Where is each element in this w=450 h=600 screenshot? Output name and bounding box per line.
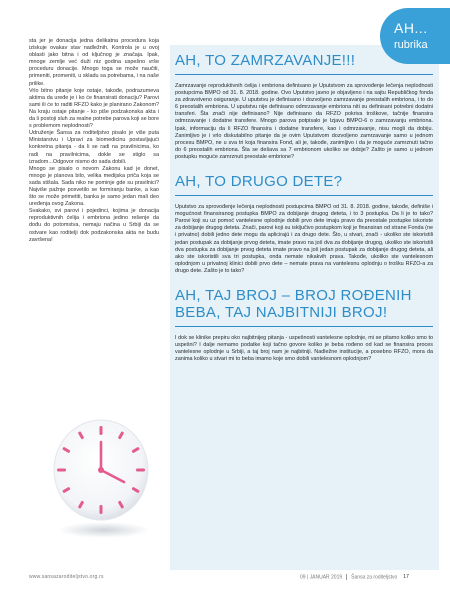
left-paragraph-4: Mnogo se pisalo o novom Zakonu kad je donet, mnogo je planova bilo, velika medijska priča koja se sada stišala. Sada niko ne pominje gde su pravilnici? Najviše pažnje posvetilo se formiranju banke, a kao što se može primetiti, banka je samo jedan mali deo uređenja ovog Zakona.: [29, 165, 159, 208]
left-paragraph-5: Svakako, svi parovi i pojedinci, kojima je donacija reproduktivnih ćelija i embriona jedino rešenje da dođu do potomstva, nemaju načina u Srbiji da se ostvare kao roditelji dok podzakonska akta ne budu završena!: [29, 208, 159, 243]
article: [175, 52, 433, 363]
footer-issue: 09 | JANUAR 2019: [300, 574, 343, 581]
section-body-freezing: Zamrzavanje reproduktivnih ćelija i embriona definisano je Uputstvom za sprovođenje lečenja neplodnosti postupcima BMPO od 31. 8. 2018. godine. Ovo Uputstvo javno je objavljeno i na sajtu Republičkog fonda za zdravstveno osiguranje. U uputstvu je definisano i dozvoljeno zamrzavanje preostalih embriona, i to do 6 preostalih embriona. U uputstvu nije definisano odmrzavanje embriona niti su definisani potrebni dodatni transferi. Šta znači nije definisano? Nije definisano da RFZO pokriva troškove, tačnije finansira odmrzavanje i dodatne transfere. Mnogo parova potpisalo je Izjavu BMPO-6 o zamrzavanju embriona. Ipak, informaciju da li RFZO finansira i dodatne transfere, kao i odmrzavanje, nisu mogli da dobiju. Zanimljivo je i vrlo diskutabilno pitanje da je ovim Uputstvom dozvoljeno zamrzavanje samo u jednom procesu BMPO, ne u sva tri koja finansira Fond, ali je, takođe, zanimljivo i da je moguće zamrznuti tačno do 6 preostalih embriona. Šta se dešava sa 7 embrionom ukoliko se dobije? Zašto je samo u jednom postupku moguće zamrznuti preostale embrione?: [175, 83, 433, 160]
clock-illustration: [52, 372, 150, 557]
rubric-title: AH...: [394, 20, 428, 36]
section-heading-second-child: AH, TO DRUGO DETE?: [175, 173, 343, 191]
footer-website: www.sansazaroditeljstvo.org.rs: [29, 574, 104, 580]
footer-magazine: Šansa za roditeljstvo: [351, 574, 398, 581]
footer-separator: [346, 574, 347, 580]
section-heading-birth-count: AH, TAJ BROJ – BROJ ROĐENIH BEBA, TAJ NAJBITNIJI BROJ!: [175, 286, 412, 321]
heading-divider: [175, 326, 433, 327]
heading-divider: [175, 74, 433, 75]
page-number: 17: [403, 574, 409, 581]
left-paragraph-2: Vrlo bitno pitanje koje ostaje, takođe, podrazumeva aktima da uređe je i ko će finansirati donaciju? Parovi sami ili će to raditi RFZO kako je planirano Zakonom? Na kraju ostaje pitanje - ko piše podzakonska akta i da li postoji sluh za realne potrebe parova koji se bore s problemom neplodnosti?: [29, 87, 159, 130]
left-paragraph-1: sta jer je donacija jedna delikatna procedura koja iziskuje ovakav stav nadležnih. Kontrola je u ovoj oblasti jako bitna i od ključnog je značaja. Ipak, mnoge zemlje već duži niz godina uspešno vrše proceduru donacije. Mnogo toga se može naučiti, primeniti, promeniti, u skladu sa potrebama, i na naše prilike.: [29, 38, 159, 87]
footer-issue-info: [300, 574, 409, 580]
rubric-subtitle: rubrika: [394, 39, 428, 51]
left-column-text: [29, 38, 159, 244]
section-body-birth-count: I dok se klinike prepiru oko najbitnijeg pitanja - uspešnosti vantelesne oplodnje, mi se pitamo koliko smo to uspešni? I dalje nemamo podatke koji tačno govore koliko je beba rođeno od kad se finansira proces vantelesne oplodnje u Srbiji, a taj broj nam je najbitniji. Nadležne institucije, a posebno RFZO, mora da zanima koliko u stvari mi to beba imamo koje smo dobili vantelesnom oplodnjom?: [175, 334, 433, 363]
clock-shadow: [58, 522, 150, 538]
heading-divider: [175, 195, 433, 196]
section-body-second-child: Uputstvo za sprovođenje lečenja neplodnosti postupcima BMPO od 31. 8. 2018. godine, takođe, definiše i mogućnost finansiranog postupka BMPO za dobijanje drugog deteta, i to 3 postupka. Da li je to tako? Parovi koji su uz pomoć vantelesne oplodnje dobili prvo dete imaju pravo da preostale postupke iskoriste za dobijanje drugog deteta. Znači, parovi koji su isključivo postupkom koji je finansiran od strane Fonda (ne i privatno) dobili jedno dete mogu da aplicirajú i za drugo dete. Što, u stvari, znači - ukoliko ste iskoristili jedan postupak za dobijanje prvog deteta, imate pravo na još dva za dobijanje drugog, ukoliko ste iskoristili dva postupka za dobijanje prvog deteta imate pravo na još jedan postupak za dobijanje drugog deteta, ali ako ste iskoristili sva tri postupka, onda nemate nikakvih prava. Takođe, ukoliko ste vantelesnom oplodnjom u privatnoj klinici dobili prvo dete – nemate prava na vantelesnu oplodnju o trošku RFZO-a za drugo dete. Zašto je to tako?: [175, 204, 433, 274]
alarm-clock-icon: [52, 372, 150, 532]
left-paragraph-3: Udruženje Šansa za roditeljstvo pisalo je više puta Ministarstvu i Upravi za biomedicinu postavljajući konkretna pitanja - da li se radi na pravilnicima, ko radi na pravilnicima, dokle se stiglo sa izradom...Odgovor nismo do sada dobili.: [29, 130, 159, 165]
section-heading-freezing: AH, TO ZAMRZAVANJE!!!: [175, 52, 356, 69]
